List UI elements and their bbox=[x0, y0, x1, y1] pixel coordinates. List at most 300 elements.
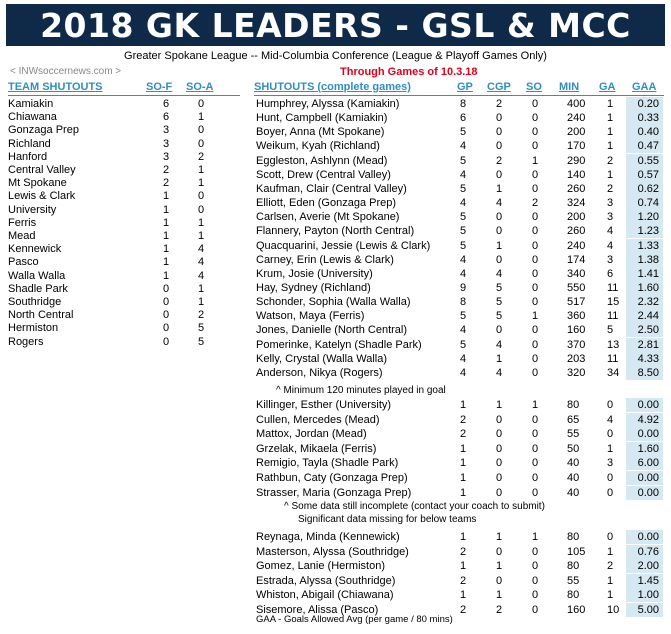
player-gp: 2 bbox=[460, 545, 467, 558]
player-ga: 11 bbox=[607, 281, 619, 294]
player-min: 290 bbox=[567, 154, 586, 167]
player-min: 240 bbox=[567, 112, 586, 125]
player-ga: 1 bbox=[607, 126, 614, 139]
team-row bbox=[8, 269, 240, 283]
cgp-col-header: CGP bbox=[487, 81, 511, 93]
player-gp: 5 bbox=[460, 239, 467, 252]
through-date: Through Games of 10.3.18 bbox=[340, 66, 478, 78]
player-row bbox=[256, 267, 666, 281]
note-incomplete: ^ Some data still incomplete (contact your coach to submit) bbox=[284, 501, 545, 512]
player-ga: 3 bbox=[607, 457, 614, 470]
player-min: 50 bbox=[567, 442, 580, 455]
player-row bbox=[256, 456, 666, 470]
player-so: 0 bbox=[532, 112, 539, 125]
team-so-for: 3 bbox=[163, 124, 170, 137]
player-name: Rathbun, Caty (Gonzaga Prep) bbox=[256, 472, 408, 484]
team-row bbox=[8, 110, 240, 124]
player-name: Mattox, Jordan (Mead) bbox=[256, 428, 367, 441]
team-name: Richland bbox=[8, 137, 51, 150]
team-name: Ferris bbox=[8, 216, 37, 229]
player-gaa: 1.41 bbox=[626, 267, 663, 281]
player-min: 370 bbox=[567, 338, 586, 351]
player-name: Pomerinke, Katelyn (Shadle Park) bbox=[256, 338, 422, 351]
player-row bbox=[256, 182, 666, 196]
min-col-header: MIN bbox=[559, 81, 580, 93]
player-min: 140 bbox=[567, 168, 586, 181]
player-cgp: 0 bbox=[496, 112, 503, 125]
team-so-against: 4 bbox=[198, 243, 205, 256]
team-so-for: 1 bbox=[163, 190, 170, 203]
team-so-for: 1 bbox=[163, 230, 170, 242]
player-name: Whiston, Abigail (Chiawana) bbox=[256, 589, 394, 601]
player-ga: 2 bbox=[607, 560, 614, 572]
player-min: 80 bbox=[567, 560, 580, 572]
team-row bbox=[8, 97, 240, 111]
team-so-against: 4 bbox=[198, 269, 205, 282]
player-name: Carlsen, Averie (Mt Spokane) bbox=[256, 211, 400, 224]
player-ga: 1 bbox=[607, 112, 614, 125]
player-ga: 15 bbox=[607, 296, 620, 309]
team-so-for: 0 bbox=[163, 282, 170, 295]
player-min: 240 bbox=[567, 239, 586, 252]
player-so: 0 bbox=[532, 338, 539, 351]
player-gp: 2 bbox=[460, 574, 467, 587]
player-row bbox=[256, 111, 666, 125]
player-name: Estrada, Alyssa (Southridge) bbox=[256, 574, 396, 587]
player-so: 0 bbox=[532, 366, 539, 379]
player-row bbox=[256, 442, 666, 456]
player-cgp: 0 bbox=[496, 225, 503, 238]
team-row bbox=[8, 229, 240, 243]
player-name: Kaufman, Clair (Central Valley) bbox=[256, 182, 407, 195]
player-min: 160 bbox=[567, 324, 586, 337]
team-so-against: 1 bbox=[198, 111, 205, 124]
team-row bbox=[8, 321, 240, 335]
player-name: Humphrey, Alyssa (Kamiakin) bbox=[256, 98, 400, 110]
player-so: 0 bbox=[532, 211, 539, 224]
team-name: Pasco bbox=[8, 256, 39, 269]
player-so: 0 bbox=[532, 560, 539, 572]
team-so-against: 1 bbox=[198, 296, 205, 308]
team-so-for: 3 bbox=[163, 137, 170, 150]
player-ga: 0 bbox=[607, 428, 614, 441]
team-row bbox=[8, 308, 240, 322]
player-ga: 4 bbox=[607, 239, 614, 252]
player-gaa: 1.20 bbox=[626, 210, 663, 224]
player-gp: 5 bbox=[460, 338, 467, 351]
player-table-header bbox=[254, 81, 664, 96]
player-so: 0 bbox=[532, 182, 539, 195]
soa-col-header: SO-A bbox=[186, 81, 214, 93]
player-so: 2 bbox=[532, 197, 539, 210]
player-row bbox=[256, 196, 666, 210]
player-min: 320 bbox=[567, 366, 586, 379]
player-cgp: 5 bbox=[496, 281, 503, 294]
player-gaa: 8.50 bbox=[626, 366, 663, 380]
player-ga: 3 bbox=[607, 211, 614, 224]
player-so: 0 bbox=[532, 545, 539, 558]
player-gp: 1 bbox=[460, 486, 467, 499]
team-row bbox=[8, 335, 240, 349]
player-gp: 4 bbox=[460, 140, 467, 153]
player-cgp: 0 bbox=[496, 168, 503, 181]
player-so: 0 bbox=[532, 472, 539, 484]
team-col-header: TEAM SHUTOUTS bbox=[8, 81, 103, 93]
player-gaa: 0.00 bbox=[626, 427, 663, 441]
player-row bbox=[256, 338, 666, 352]
player-min: 340 bbox=[567, 267, 586, 280]
team-name: Shadle Park bbox=[8, 282, 68, 295]
player-so: 0 bbox=[532, 574, 539, 587]
player-name: Anderson, Nikya (Rogers) bbox=[256, 366, 383, 379]
player-ga: 1 bbox=[607, 574, 614, 587]
player-gp: 8 bbox=[460, 296, 467, 309]
player-min: 170 bbox=[567, 140, 586, 153]
player-gaa: 1.23 bbox=[626, 224, 663, 238]
team-name: Hanford bbox=[8, 150, 48, 163]
player-gp: 4 bbox=[460, 197, 467, 210]
player-gaa: 6.00 bbox=[626, 456, 663, 470]
player-gp: 4 bbox=[460, 366, 467, 379]
player-ga: 11 bbox=[607, 352, 619, 365]
team-row bbox=[8, 216, 240, 230]
player-min: 80 bbox=[567, 589, 580, 601]
player-min: 517 bbox=[567, 296, 586, 309]
player-ga: 3 bbox=[607, 253, 614, 266]
player-gaa: 0.55 bbox=[626, 154, 663, 168]
player-so: 1 bbox=[532, 154, 539, 167]
player-name: Reynaga, Minda (Kennewick) bbox=[256, 531, 400, 543]
player-row bbox=[256, 545, 666, 559]
player-cgp: 1 bbox=[496, 399, 503, 411]
player-name: Killinger, Esther (University) bbox=[256, 399, 392, 411]
player-gp: 2 bbox=[460, 428, 467, 441]
player-gaa: 2.00 bbox=[626, 559, 663, 573]
player-row bbox=[256, 295, 666, 309]
team-so-for: 1 bbox=[163, 243, 170, 256]
player-so: 0 bbox=[532, 352, 539, 365]
player-ga: 2 bbox=[607, 182, 614, 195]
player-so: 1 bbox=[532, 531, 539, 543]
player-ga: 4 bbox=[607, 225, 614, 238]
player-min: 80 bbox=[567, 399, 580, 411]
player-gaa: 2.44 bbox=[626, 309, 663, 323]
team-so-for: 0 bbox=[163, 335, 170, 348]
team-so-for: 1 bbox=[163, 216, 170, 229]
player-min: 55 bbox=[567, 574, 580, 587]
player-so: 0 bbox=[532, 589, 539, 601]
player-gaa: 0.00 bbox=[626, 530, 663, 544]
team-so-against: 4 bbox=[198, 256, 205, 269]
player-ga: 1 bbox=[607, 140, 614, 153]
player-cgp: 2 bbox=[496, 154, 503, 167]
player-min: 80 bbox=[567, 531, 580, 543]
player-gaa: 0.76 bbox=[626, 545, 663, 559]
player-name: Schonder, Sophia (Walla Walla) bbox=[256, 296, 411, 309]
player-cgp: 5 bbox=[496, 310, 503, 323]
team-so-against: 0 bbox=[198, 203, 205, 216]
player-gp: 2 bbox=[460, 603, 467, 616]
player-row bbox=[256, 398, 666, 412]
player-col-header: SHUTOUTS (complete games) bbox=[254, 81, 411, 93]
player-cgp: 5 bbox=[496, 296, 503, 309]
player-so: 0 bbox=[532, 126, 539, 139]
team-so-against: 1 bbox=[198, 230, 205, 242]
player-gp: 2 bbox=[460, 413, 467, 426]
player-ga: 4 bbox=[607, 413, 614, 426]
team-so-for: 0 bbox=[163, 309, 170, 322]
player-gaa: 0.40 bbox=[626, 125, 663, 139]
player-gp: 4 bbox=[460, 352, 467, 365]
team-name: Rogers bbox=[8, 335, 44, 348]
player-gp: 5 bbox=[460, 154, 467, 167]
player-row bbox=[256, 210, 666, 224]
sof-col-header: SO-F bbox=[146, 81, 173, 93]
player-row bbox=[256, 559, 666, 573]
player-gp: 4 bbox=[460, 253, 467, 266]
player-gaa: 4.92 bbox=[626, 413, 663, 427]
player-min: 55 bbox=[567, 428, 580, 441]
team-row bbox=[8, 255, 240, 269]
player-so: 0 bbox=[532, 603, 539, 616]
player-gp: 9 bbox=[460, 281, 467, 294]
team-so-against: 0 bbox=[198, 137, 205, 150]
team-row bbox=[8, 189, 240, 203]
player-cgp: 1 bbox=[496, 239, 503, 252]
player-gp: 4 bbox=[460, 267, 467, 280]
player-gaa: 5.00 bbox=[626, 603, 663, 617]
team-name: Chiawana bbox=[8, 111, 57, 124]
player-gaa: 2.81 bbox=[626, 338, 663, 352]
player-so: 0 bbox=[532, 239, 539, 252]
player-gaa: 0.20 bbox=[626, 97, 663, 111]
player-gaa: 0.00 bbox=[626, 398, 663, 412]
player-gaa: 0.74 bbox=[626, 196, 663, 210]
player-so: 0 bbox=[532, 168, 539, 181]
player-so: 0 bbox=[532, 428, 539, 441]
player-name: Cullen, Mercedes (Mead) bbox=[256, 413, 380, 426]
team-so-for: 2 bbox=[163, 177, 170, 190]
player-name: Krum, Josie (University) bbox=[256, 267, 373, 280]
player-cgp: 4 bbox=[496, 338, 503, 351]
player-ga: 2 bbox=[607, 154, 614, 167]
player-min: 203 bbox=[567, 352, 586, 365]
player-name: Remigio, Tayla (Shadle Park) bbox=[256, 457, 399, 470]
player-name: Hunt, Campbell (Kamiakin) bbox=[256, 112, 388, 125]
player-gp: 5 bbox=[460, 310, 467, 323]
player-cgp: 0 bbox=[496, 472, 503, 484]
player-so: 0 bbox=[532, 442, 539, 455]
player-name: Scott, Drew (Central Valley) bbox=[256, 168, 391, 181]
team-row bbox=[8, 123, 240, 137]
team-so-against: 1 bbox=[198, 164, 205, 176]
player-name: Gomez, Lanie (Hermiston) bbox=[256, 560, 385, 572]
player-name: Boyer, Anna (Mt Spokane) bbox=[256, 126, 385, 139]
player-cgp: 0 bbox=[496, 486, 503, 499]
player-min: 260 bbox=[567, 225, 586, 238]
player-ga: 11 bbox=[607, 310, 619, 323]
player-name: Weikum, Kyah (Richland) bbox=[256, 140, 380, 153]
player-gp: 1 bbox=[460, 442, 467, 455]
player-ga: 1 bbox=[607, 545, 614, 558]
player-so: 0 bbox=[532, 457, 539, 470]
player-cgp: 1 bbox=[496, 182, 503, 195]
player-ga: 0 bbox=[607, 486, 614, 499]
team-name: Mt Spokane bbox=[8, 177, 67, 190]
player-row bbox=[256, 224, 666, 238]
player-row bbox=[256, 413, 666, 427]
player-gp: 1 bbox=[460, 589, 467, 601]
gaa-col-header: GAA bbox=[632, 81, 657, 93]
player-gaa: 0.47 bbox=[626, 139, 663, 153]
team-so-for: 1 bbox=[163, 203, 170, 216]
team-row bbox=[8, 203, 240, 217]
player-row bbox=[256, 125, 666, 139]
player-cgp: 0 bbox=[496, 211, 503, 224]
player-gaa: 1.33 bbox=[626, 239, 663, 253]
player-name: Watson, Maya (Ferris) bbox=[256, 310, 365, 323]
player-gp: 5 bbox=[460, 182, 467, 195]
player-name: Eggleston, Ashlynn (Mead) bbox=[256, 154, 388, 167]
player-min: 105 bbox=[567, 545, 586, 558]
player-gaa: 0.00 bbox=[626, 471, 663, 485]
player-row bbox=[256, 471, 666, 485]
player-name: Quacquarini, Jessie (Lewis & Clark) bbox=[256, 239, 431, 252]
player-gp: 8 bbox=[460, 98, 467, 110]
note-missing: Significant data missing for below teams bbox=[298, 514, 477, 525]
player-gp: 1 bbox=[460, 531, 467, 543]
player-gp: 5 bbox=[460, 126, 467, 139]
player-gaa: 0.33 bbox=[626, 111, 663, 125]
player-so: 0 bbox=[532, 267, 539, 280]
player-name: Strasser, Maria (Gonzaga Prep) bbox=[256, 486, 412, 499]
player-min: 40 bbox=[567, 457, 580, 470]
player-row bbox=[256, 253, 666, 267]
team-row bbox=[8, 295, 240, 309]
player-cgp: 1 bbox=[496, 352, 503, 365]
team-so-against: 5 bbox=[198, 322, 205, 335]
player-so: 0 bbox=[532, 281, 539, 294]
player-min: 200 bbox=[567, 211, 586, 224]
player-ga: 0 bbox=[607, 472, 614, 484]
player-cgp: 0 bbox=[496, 140, 503, 153]
team-name: Mead bbox=[8, 230, 36, 242]
team-name: Central Valley bbox=[8, 164, 76, 176]
player-ga: 1 bbox=[607, 98, 614, 110]
team-so-against: 5 bbox=[198, 335, 205, 348]
player-cgp: 0 bbox=[496, 413, 503, 426]
player-gaa: 2.50 bbox=[626, 323, 663, 337]
player-ga: 1 bbox=[607, 442, 614, 455]
player-row bbox=[256, 530, 666, 544]
player-row bbox=[256, 168, 666, 182]
player-gaa: 1.60 bbox=[626, 281, 663, 295]
player-cgp: 0 bbox=[496, 324, 503, 337]
player-row bbox=[256, 352, 666, 366]
player-row bbox=[256, 323, 666, 337]
team-row bbox=[8, 150, 240, 164]
page-title: 2018 GK LEADERS - GSL & MCC bbox=[6, 4, 665, 46]
team-so-against: 0 bbox=[198, 98, 205, 110]
player-min: 40 bbox=[567, 472, 580, 484]
player-so: 0 bbox=[532, 486, 539, 499]
player-gp: 4 bbox=[460, 324, 467, 337]
player-gaa: 1.38 bbox=[626, 253, 663, 267]
subtitle: Greater Spokane League -- Mid-Columbia Conference (League & Playoff Games Only) bbox=[124, 50, 547, 62]
player-gaa: 2.32 bbox=[626, 295, 663, 309]
team-so-against: 1 bbox=[198, 282, 205, 295]
player-cgp: 4 bbox=[496, 267, 503, 280]
player-gp: 1 bbox=[460, 399, 467, 411]
player-ga: 1 bbox=[607, 168, 614, 181]
team-so-for: 2 bbox=[163, 164, 170, 176]
player-row bbox=[256, 139, 666, 153]
player-cgp: 0 bbox=[496, 442, 503, 455]
player-min: 40 bbox=[567, 486, 580, 499]
player-cgp: 4 bbox=[496, 366, 503, 379]
player-min: 400 bbox=[567, 98, 586, 110]
player-min: 360 bbox=[567, 310, 586, 323]
player-so: 0 bbox=[532, 98, 539, 110]
site-credit[interactable]: < INWsoccernews.com > bbox=[10, 66, 122, 77]
player-min: 65 bbox=[567, 413, 580, 426]
player-so: 0 bbox=[532, 324, 539, 337]
player-gaa: 0.62 bbox=[626, 182, 663, 196]
team-so-against: 0 bbox=[198, 190, 205, 203]
team-name: Lewis & Clark bbox=[8, 190, 76, 203]
player-row bbox=[256, 574, 666, 588]
player-row bbox=[256, 366, 666, 380]
player-gaa: 1.45 bbox=[626, 574, 663, 588]
player-cgp: 2 bbox=[496, 98, 503, 110]
team-so-for: 3 bbox=[163, 150, 170, 163]
team-row bbox=[8, 176, 240, 190]
player-row bbox=[256, 486, 666, 500]
player-gaa: 4.33 bbox=[626, 352, 663, 366]
player-min: 160 bbox=[567, 603, 586, 616]
player-gp: 1 bbox=[460, 472, 467, 484]
team-row bbox=[8, 242, 240, 256]
player-gp: 5 bbox=[460, 211, 467, 224]
player-name: Hay, Sydney (Richland) bbox=[256, 281, 371, 294]
player-name: Sisemore, Alissa (Pasco) bbox=[256, 603, 379, 616]
team-so-against: 2 bbox=[198, 309, 205, 322]
player-gaa: 1.00 bbox=[626, 588, 663, 602]
player-ga: 5 bbox=[607, 324, 614, 337]
player-name: Flannery, Payton (North Central) bbox=[256, 225, 415, 238]
team-so-for: 6 bbox=[163, 98, 170, 110]
team-so-for: 0 bbox=[163, 296, 170, 308]
player-ga: 13 bbox=[607, 338, 620, 351]
player-cgp: 4 bbox=[496, 197, 503, 210]
note-min-minutes: ^ Minimum 120 minutes played in goal bbox=[276, 385, 446, 396]
player-row bbox=[256, 239, 666, 253]
player-ga: 10 bbox=[607, 603, 620, 616]
player-min: 200 bbox=[567, 126, 586, 139]
player-ga: 0 bbox=[607, 531, 614, 543]
player-so: 0 bbox=[532, 253, 539, 266]
player-min: 324 bbox=[567, 197, 586, 210]
player-so: 1 bbox=[532, 399, 539, 411]
player-ga: 3 bbox=[607, 197, 614, 210]
team-row bbox=[8, 282, 240, 296]
team-so-against: 1 bbox=[198, 177, 205, 190]
player-gaa: 1.60 bbox=[626, 442, 663, 456]
player-gp: 4 bbox=[460, 168, 467, 181]
player-min: 260 bbox=[567, 182, 586, 195]
player-gaa: 0.57 bbox=[626, 168, 663, 182]
team-name: Gonzaga Prep bbox=[8, 124, 79, 137]
